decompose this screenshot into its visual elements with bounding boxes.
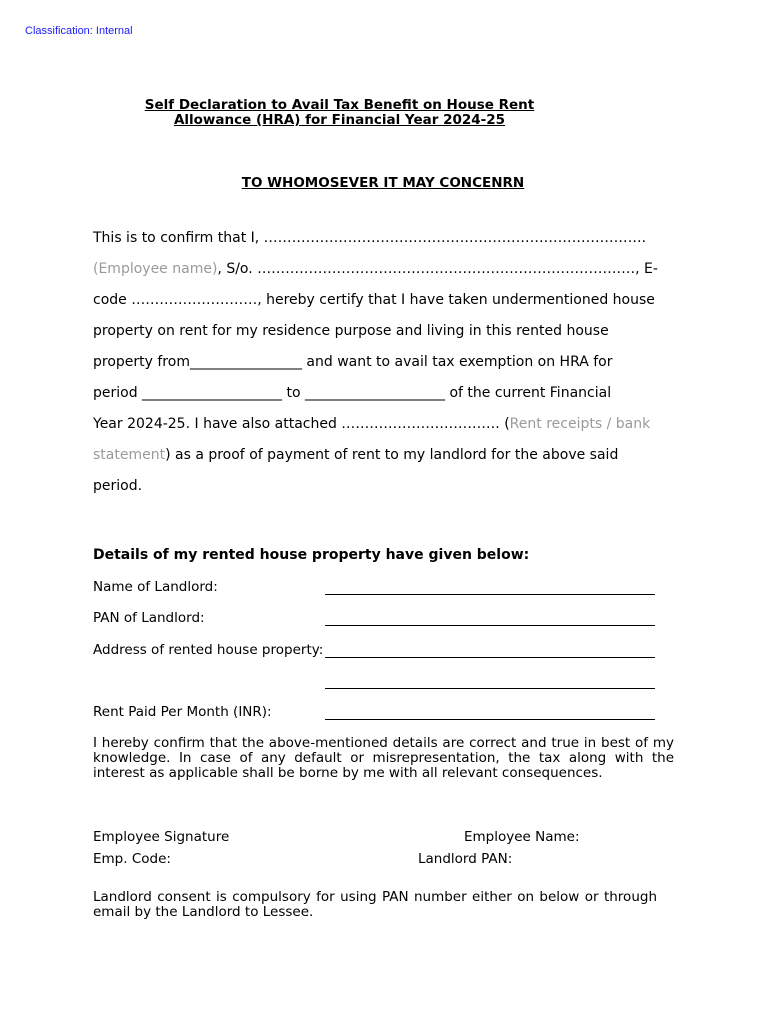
- consent-note: Landlord consent is compulsory for using PAN number either on below or through email by the Landlord to Lessee.: [93, 889, 657, 920]
- title-line-2: Allowance (HRA) for Financial Year 2024-25: [173, 112, 506, 128]
- declaration-line-6: period ____________________ to ____________________ of the current Financial: [93, 385, 612, 401]
- address-field-line-2[interactable]: [325, 674, 655, 689]
- address-field-line-1[interactable]: [325, 643, 655, 658]
- declaration-line-3: code ………………………, hereby certify that I have taken undermentioned house: [93, 292, 655, 308]
- declaration-line-5: property from________________ and want to avail tax exemption on HRA for: [93, 354, 613, 370]
- employee-name-placeholder: (Employee name): [93, 261, 218, 277]
- landlord-name-label: Name of Landlord:: [93, 579, 218, 595]
- declaration-line-1: This is to confirm that I, ……………………………………………………………………….: [93, 230, 647, 246]
- statement-placeholder: statement: [93, 447, 166, 463]
- declaration-line-2: [93, 261, 678, 277]
- document-title: [93, 98, 586, 128]
- address-label: Address of rented house property:: [93, 642, 324, 658]
- rent-paid-label: Rent Paid Per Month (INR):: [93, 704, 272, 720]
- confirmation-paragraph: I hereby confirm that the above-mentioned details are correct and true in best of my knowledge. In case of any default or misrepresentation, the tax along with the interest as applicable shall be borne by me with all relevant consequences.: [93, 735, 674, 781]
- title-line-1: Self Declaration to Avail Tax Benefit on House Rent: [144, 97, 535, 113]
- landlord-name-field[interactable]: [325, 580, 655, 595]
- landlord-pan-signature-label: Landlord PAN:: [418, 851, 513, 867]
- declaration-line-7-start: Year 2024-25. I have also attached ……………………………. (: [93, 416, 510, 432]
- landlord-pan-label: PAN of Landlord:: [93, 610, 205, 626]
- classification-label: Classification: Internal: [25, 25, 133, 37]
- employee-name-label: Employee Name:: [464, 829, 580, 845]
- declaration-line-8: [93, 447, 678, 463]
- receipts-placeholder: Rent receipts / bank: [509, 416, 651, 432]
- declaration-line-7: [93, 416, 678, 432]
- salutation-heading: TO WHOMOSEVER IT MAY CONCENRN: [241, 175, 525, 191]
- declaration-line-4: property on rent for my residence purpose and living in this rented house: [93, 323, 609, 339]
- details-heading: Details of my rented house property have given below:: [93, 547, 530, 563]
- rent-paid-field[interactable]: [325, 705, 655, 720]
- declaration-line-2-rest: , S/o. ………………………………………………………………………, E-: [217, 261, 658, 277]
- emp-code-label: Emp. Code:: [93, 851, 171, 867]
- landlord-pan-field[interactable]: [325, 611, 655, 626]
- declaration-line-8-rest: ) as a proof of payment of rent to my landlord for the above said: [165, 447, 619, 463]
- employee-signature-label: Employee Signature: [93, 829, 230, 845]
- declaration-line-9: period.: [93, 478, 143, 494]
